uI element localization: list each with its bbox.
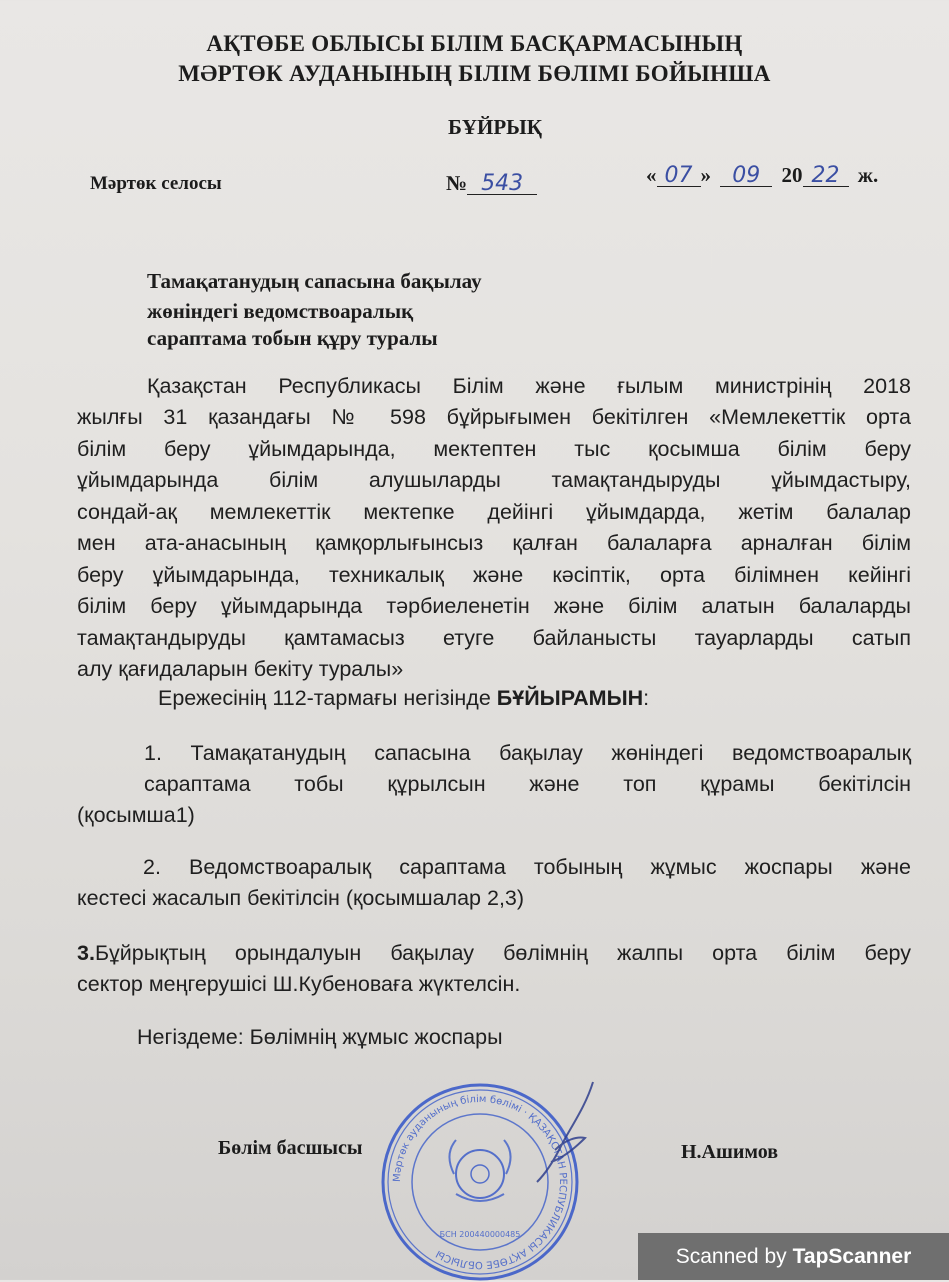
item-line: 3.Бұйрықтың орындалуын бақылау бөлімнің жалпы орта білім беру bbox=[77, 941, 911, 965]
subject-line-1: Тамақатанудың сапасына бақылау bbox=[147, 269, 482, 293]
signatory-name: Н.Ашимов bbox=[681, 1141, 779, 1163]
date-year-prefix: 20 bbox=[781, 163, 803, 187]
preamble-line: білім беру ұйымдарында тәрбиеленетін және білім алатын балаларды bbox=[77, 594, 911, 618]
basis-clause bbox=[158, 686, 649, 711]
item-line: кестесі жасалып бекітілсін (қосымшалар 2,3) bbox=[77, 886, 525, 910]
basis-colon: : bbox=[643, 686, 650, 710]
place-name: Мәртөк селосы bbox=[90, 173, 222, 194]
scanner-watermark bbox=[638, 1233, 949, 1280]
item-3-number: 3. bbox=[77, 941, 95, 965]
item-line: 2. Ведомствоаралық сараптама тобының жұмыс жоспары және bbox=[143, 855, 911, 879]
preamble-line: жылғы 31 қазандағы № 598 бұйрығымен бекітілген «Мемлекеттік орта bbox=[77, 405, 911, 429]
order-number bbox=[446, 171, 537, 196]
preamble-line: беру ұйымдарында, техникалық және кәсіптік, орта білімнен кейінгі bbox=[77, 563, 911, 587]
order-date bbox=[646, 163, 878, 188]
item-line: 1. Тамақатанудың сапасына бақылау жөніндегі ведомствоаралық bbox=[144, 741, 911, 765]
date-suffix: ж. bbox=[857, 163, 879, 187]
order-verb: БҰЙЫРАМЫН bbox=[496, 686, 644, 710]
preamble-line: сондай-ақ мемлекеттік мектепке дейінгі ұйымдарда, жетім балалар bbox=[77, 500, 911, 524]
watermark-prefix: Scanned by bbox=[675, 1244, 787, 1268]
grounds-line: Негіздеме: Бөлімнің жұмыс жоспары bbox=[137, 1025, 503, 1049]
number-prefix: № bbox=[446, 171, 468, 195]
preamble-line: мен ата-анасының қамқорлығынсыз қалған балаларға арналған білім bbox=[77, 531, 911, 555]
date-close-quote: » bbox=[700, 163, 711, 187]
signatory-position: Бөлім басшысы bbox=[218, 1137, 363, 1159]
number-handwritten: 543 bbox=[467, 174, 537, 195]
item-line: (қосымша1) bbox=[77, 803, 195, 827]
stamp-ring-text: Мәртөк ауданының білім бөлімі · ҚАЗАҚСТАН РЕСПУБЛИКАСЫ АҚТӨБЕ ОБЛЫСЫ bbox=[391, 1093, 569, 1271]
date-month: 09 bbox=[720, 166, 772, 187]
preamble-line: Қазақстан Республикасы Білім және ғылым министрінің 2018 bbox=[147, 374, 911, 398]
preamble-line: білім беру ұйымдарында, мектептен тыс қосымша білім беру bbox=[77, 437, 911, 461]
preamble-line: алу қағидаларын бекіту туралы» bbox=[77, 657, 404, 681]
doc-type-title: БҰЙРЫҚ bbox=[447, 115, 543, 139]
header-line-2: МӘРТӨК АУДАНЫНЫҢ БІЛІМ БӨЛІМІ БОЙЫНША bbox=[178, 61, 771, 86]
item-line: сараптама тобы құрылсын және топ құрамы бекітілсін bbox=[144, 772, 911, 796]
date-year: 22 bbox=[803, 166, 849, 187]
subject-line-2: жөніндегі ведомствоаралық bbox=[147, 299, 414, 323]
date-open-quote: « bbox=[646, 163, 657, 187]
item-line: сектор меңгерушісі Ш.Кубеноваға жүктелсін. bbox=[77, 972, 521, 996]
basis-text: Ережесінің 112-тармағы негізінде bbox=[158, 686, 497, 710]
preamble-line: ұйымдарында білім алушыларды тамақтандыруды ұйымдастыру, bbox=[77, 468, 911, 492]
watermark-brand: TapScanner bbox=[792, 1244, 912, 1268]
date-day: 07 bbox=[657, 166, 701, 187]
signature-stroke bbox=[515, 1078, 605, 1188]
preamble-line: тамақтандыруды қамтамасыз етуге байланысты тауарларды сатып bbox=[77, 626, 911, 650]
stamp-inner-text: БСН 200440000485 bbox=[439, 1230, 521, 1239]
header-line-1: АҚТӨБЕ ОБЛЫСЫ БІЛІМ БАСҚАРМАСЫНЫҢ bbox=[206, 31, 743, 56]
subject-line-3: сараптама тобын құру туралы bbox=[147, 326, 438, 350]
